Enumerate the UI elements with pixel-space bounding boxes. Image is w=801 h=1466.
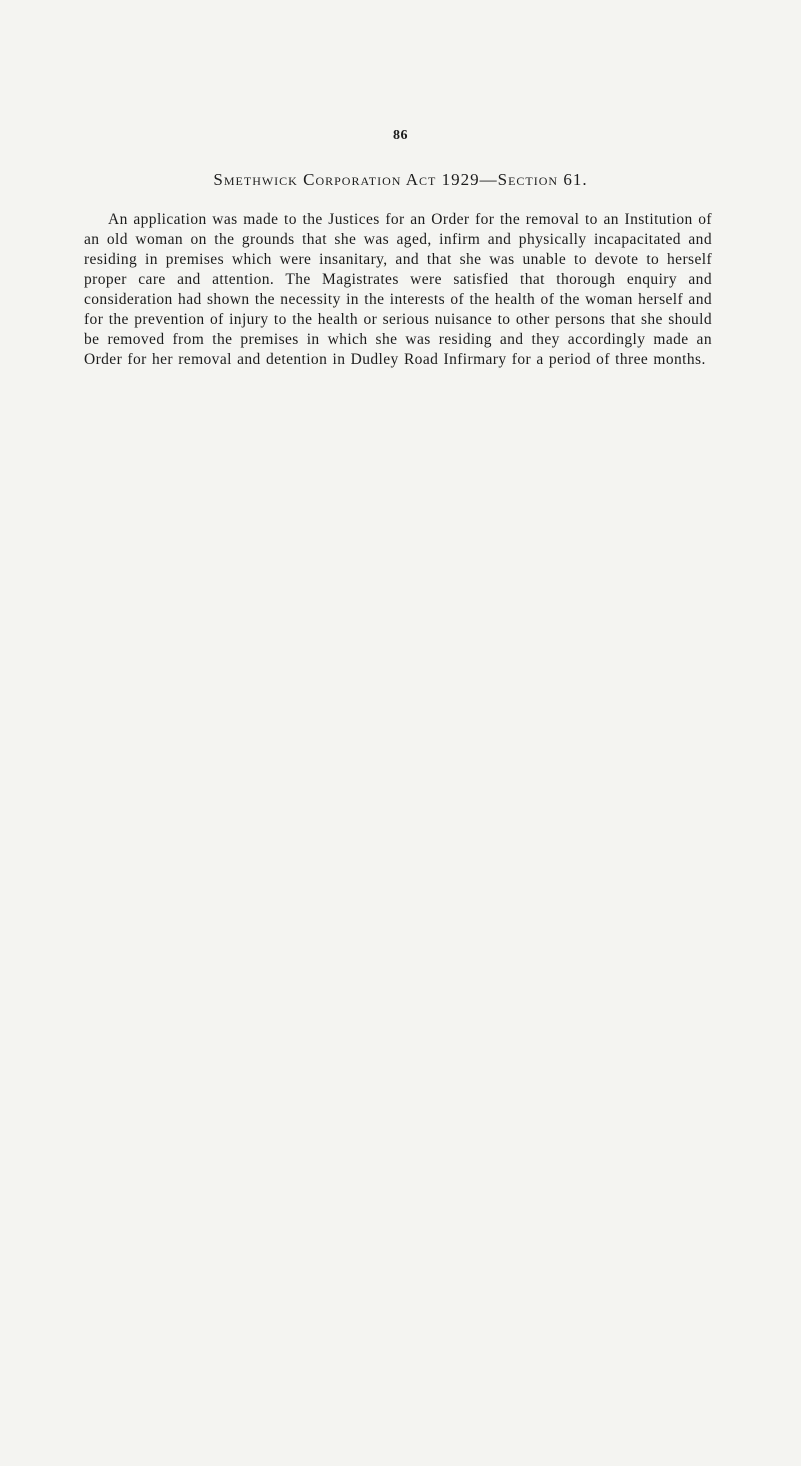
- section-heading: Smethwick Corporation Act 1929—Section 61.: [213, 170, 588, 189]
- page-number: 86: [393, 128, 408, 143]
- body-paragraph: An application was made to the Justices for an Order for the removal to an Institution of an old woman on the grounds that she was aged, infirm and physically incapacitated and residing in premises which were insanitary, and that she was unable to devote to herself proper care and attention. The Magistrates were satisfied that thorough enquiry and consideration had shown the necessity in the interests of the health of the woman herself and for the prevention of injury to the health or serious nuisance to other persons that she should be removed from the premises in which she was residing and they accordingly made an Order for her removal and detention in Dudley Road Infirmary for a period of three months.: [84, 211, 712, 368]
